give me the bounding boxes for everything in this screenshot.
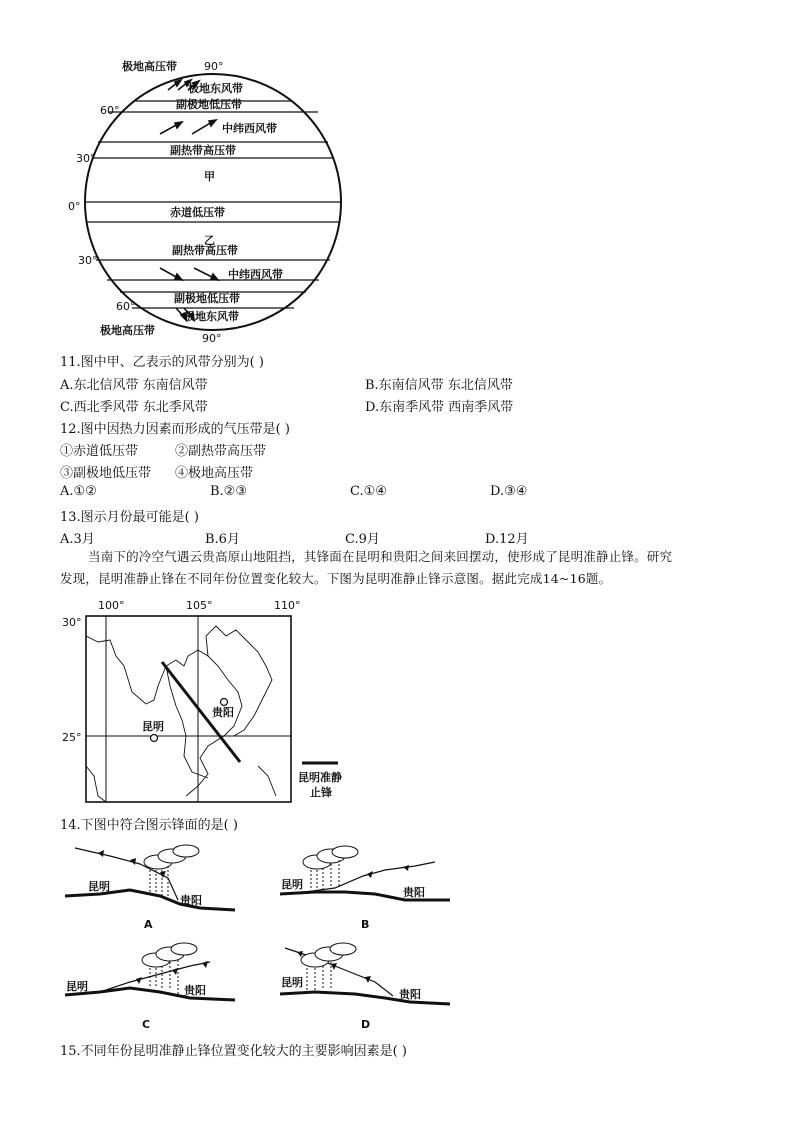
arrow (192, 122, 212, 134)
band-label: 中纬西风带 (222, 122, 277, 135)
band-label: 副极地低压带 (174, 292, 240, 305)
q12-item-4: ④极地高压带 (175, 466, 254, 481)
guiyang-label: 贵阳 (403, 886, 425, 899)
q13-option-c: C.9月 (345, 532, 380, 547)
terrain (65, 988, 235, 1000)
band-label: 副热带高压带 (172, 244, 238, 257)
q11-option-a: A.东北信风带 东南信风带 (60, 378, 208, 393)
lat-label-60-top: 60° (100, 104, 120, 117)
arrow (194, 268, 214, 278)
q11-option-c: C.西北季风带 东北季风带 (60, 400, 208, 415)
lat-label-60-bottom: 60° (116, 300, 136, 313)
guiyang-label: 贵阳 (212, 706, 234, 719)
legend-label-2: 止锋 (310, 786, 332, 799)
band-label-yi: 乙 (204, 234, 215, 247)
wind-arrows (160, 80, 218, 320)
kunming-label: 昆明 (88, 880, 110, 893)
legend-label-1: 昆明准静 (298, 771, 342, 784)
front-option-a (60, 838, 240, 938)
q13-option-d: D.12月 (485, 532, 529, 547)
q13-stem: 13.图示月份最可能是( ) (60, 510, 199, 525)
front-triangles (367, 865, 409, 878)
q12-option-d: D.③④ (490, 484, 528, 499)
province-boundaries (86, 626, 276, 802)
q12-option-a: A.①② (60, 484, 97, 499)
band-label: 极地东风带 (188, 82, 243, 95)
guiyang-label: 贵阳 (184, 984, 206, 997)
q12-item-3: ③副极地低压带 (60, 466, 152, 481)
lon-label-105: 105° (186, 599, 213, 612)
q11-option-d: D.东南季风带 西南季风带 (365, 400, 514, 415)
q12-item-2: ②副热带高压带 (175, 444, 267, 459)
q12-option-c: C.①④ (350, 484, 387, 499)
band-label: 副热带高压带 (170, 144, 236, 157)
passage-line-1: 当南下的冷空气遇云贵高原山地阻挡，其锋面在昆明和贵阳之间来回摆动，使形成了昆明准静止锋。研究 (88, 549, 673, 564)
guiyang-marker (221, 699, 228, 706)
panel-letter-a: A (144, 918, 153, 931)
panel-letter-d: D (361, 1018, 371, 1031)
map-frame (86, 616, 291, 802)
q15-stem: 15.不同年份昆明准静止锋位置变化较大的主要影响因素是( ) (60, 1044, 407, 1059)
lat-label-0: 0° (68, 200, 81, 213)
q11-stem: 11.图中甲、乙表示的风带分别为( ) (60, 355, 264, 370)
band-label-jia: 甲 (204, 170, 215, 183)
band-label: 副极地低压带 (176, 98, 242, 111)
lon-label-110: 110° (274, 599, 301, 612)
kunming-front-map (58, 596, 358, 806)
lon-label-100: 100° (98, 599, 125, 612)
lat-label-30: 30° (62, 616, 82, 629)
q14-stem: 14.下图中符合图示锋面的是( ) (60, 818, 238, 833)
q13-option-a: A.3月 (60, 532, 95, 547)
passage-line-2: 发现，昆明准静止锋在不同年份位置变化较大。下图为昆明准静止锋示意图。据此完成14~16题。 (60, 571, 612, 586)
lat-label-90-top: 90° (204, 60, 224, 73)
lat-label-25: 25° (62, 731, 82, 744)
cloud (144, 845, 199, 869)
panel-letter-b: B (361, 918, 370, 931)
lat-label-90-bottom: 90° (202, 332, 222, 345)
front-option-c (60, 940, 240, 1035)
graticule (86, 616, 291, 802)
band-label: 中纬西风带 (228, 268, 283, 281)
front-option-d (275, 940, 455, 1035)
polar-high-top-label: 极地高压带 (122, 60, 177, 73)
kunming-label: 昆明 (66, 980, 88, 993)
q12-item-1: ①赤道低压带 (60, 444, 139, 459)
terrain (280, 992, 450, 1004)
q12-option-b: B.②③ (210, 484, 247, 499)
terrain (65, 890, 235, 910)
band-label: 赤道低压带 (170, 206, 225, 219)
kunming-label: 昆明 (281, 878, 303, 891)
q13-option-b: B.6月 (205, 532, 240, 547)
q11-option-b: B.东南信风带 东北信风带 (365, 378, 513, 393)
panel-letter-c: C (142, 1018, 151, 1031)
lat-label-30-top: 30° (76, 152, 96, 165)
front-option-b (275, 838, 455, 938)
band-label: 极地东风带 (184, 310, 239, 323)
guiyang-label: 贵阳 (399, 988, 421, 1001)
kunming-marker (151, 735, 158, 742)
kunming-label: 昆明 (281, 976, 303, 989)
lat-label-30-bottom: 30° (78, 254, 98, 267)
polar-high-bottom-label: 极地高压带 (100, 324, 155, 337)
kunming-label: 昆明 (142, 720, 164, 733)
guiyang-label: 贵阳 (180, 894, 202, 907)
q12-stem: 12.图中因热力因素而形成的气压带是( ) (60, 422, 290, 437)
pressure-belt-diagram (68, 52, 350, 348)
